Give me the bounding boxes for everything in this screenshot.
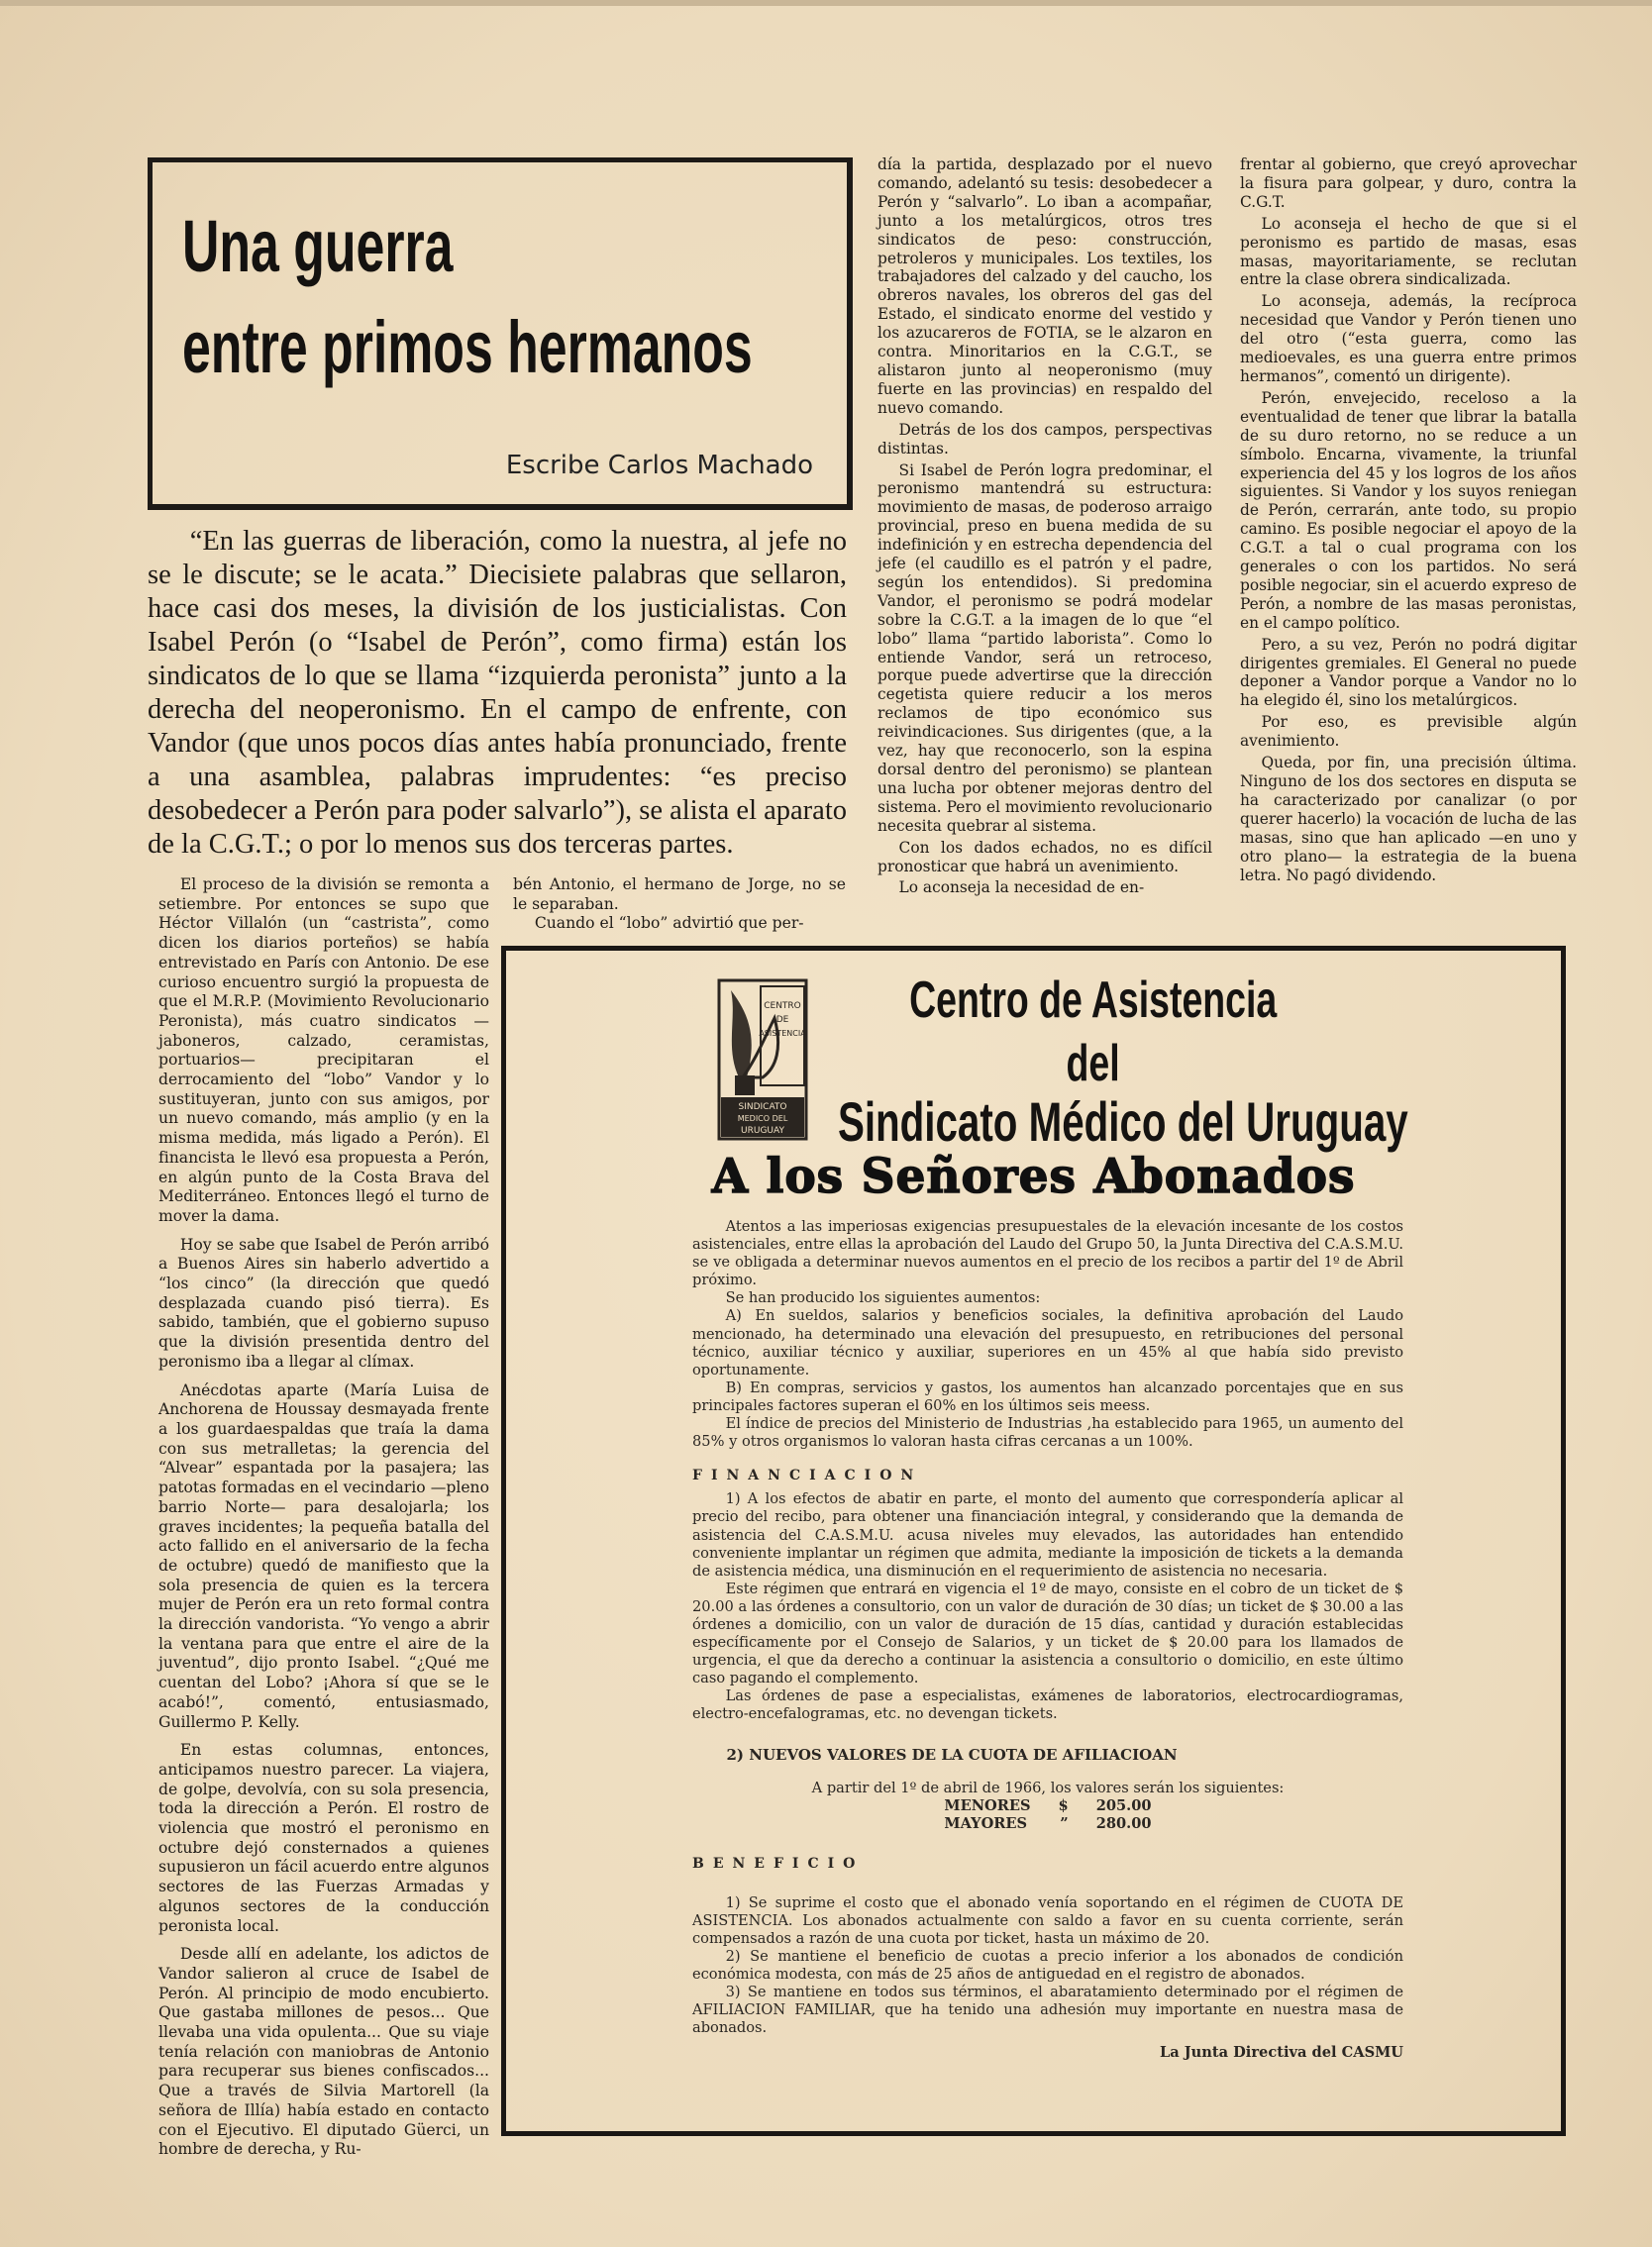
ad-heading-1-text: Centro de Asistencia bbox=[908, 971, 1278, 1029]
article-lead bbox=[148, 525, 847, 862]
article-title-box bbox=[148, 157, 853, 510]
ad-index-note: El índice de precios del Ministerio de Industrias ,ha establecido para 1965, un aumento del 85% y otros organismos lo valoran hasta cifras cercanas a un 100%. bbox=[692, 1415, 1403, 1451]
fee-amount: 280.00 bbox=[1095, 1814, 1152, 1832]
paragraph: En estas columnas, entonces, anticipamos nuestro parecer. La viajera, de golpe, devolvía, con su sola presencia, toda la dirección a Perón. El rostro de violencia que mostró el peronismo en octubre dejó consternados a quienes supusieron un fácil acuerdo entre algunos sectores de las Fuerzas Armadas y algunos sectores de la conducción peronista local. bbox=[158, 1741, 489, 1935]
ad-body bbox=[692, 1218, 1403, 2062]
paragraph: bén Antonio, el hermano de Jorge, no se le separaban. bbox=[513, 875, 846, 913]
ad-title bbox=[506, 1149, 1561, 1204]
fee-label: MAYORES bbox=[944, 1814, 1028, 1832]
ad-increase-b: B) En compras, servicios y gastos, los aumentos han alcanzado porcentajes que en sus principales factores superan el 60% en los últimos seis meess. bbox=[692, 1379, 1403, 1414]
ad-financing-orders: Las órdenes de pase a especialistas, exámenes de laboratorios, electrocardiogramas, electro-encefalogramas, etc. no devengan tickets. bbox=[692, 1687, 1403, 1723]
paragraph: Detrás de los dos campos, perspectivas distintas. bbox=[878, 420, 1212, 458]
paragraph: El proceso de la división se remonta a setiembre. Por entonces se supo que Héctor Villalón (un “castrista”, como dicen los diarios porteños) se había entrevistado en París con Antonio. De ese curioso encuentro surgió la propuesta de que el M.R.P. (Movimiento Revolucionario Peronista), más cuatro sindicatos —jaboneros, calzado, ceramistas, portuarios— precipitaran el derrocamiento del “lobo” Vandor y lo sustituyeran, junto con sus amigos, por un nuevo comando, más amplio (y en la misma medida, más ligado a Perón). El financista le llevó esa propuesta a Perón, en algún punto de la Costa Brava del Mediterráneo. Entonces llegó el turno de mover la dama. bbox=[158, 875, 489, 1225]
ad-financing-1: 1) A los efectos de abatir en parte, el monto del aumento que correspondería aplicar al precio del recibo, para obtener una financiación integral, y considerando que la demanda de asistencia del C.A.S.M.U. acusa niveles muy elevados, las autoridades han entendido conveniente implantar un régimen que admita, mediante la imposición de tickets a la demanda de asistencia médica, una disminución en el requerimiento de asistencia no necesaria. bbox=[692, 1490, 1403, 1580]
article-column-left bbox=[158, 875, 489, 2169]
paragraph: Si Isabel de Perón logra predominar, el peronismo mantendrá su estructura: movimiento de masas, de poderoso arraigo provincial, preso en buena medida de su indefinición y en estrecha dependencia del jefe (el caudillo es el patrón y el padre, según los entendidos). Si predomina Vandor, el peronismo se podrá modelar sobre la C.G.T. a la imagen de lo que “el lobo” llama “partido laborista”. Como lo entiende Vandor, será un retroceso, porque puede advertirse que la dirección cegetista quiere reducir a los meros reclamos de tipo económico sus reivindicaciones. Sus dirigentes (que, a la vez, hay que reconocerlo, son la espina dorsal dentro del peronismo) se plantean una lucha por obtener mejoras dentro del sistema. Pero el movimiento revolucionario necesita quebrar al sistema. bbox=[878, 460, 1212, 835]
fee-row bbox=[930, 1815, 1165, 1833]
ad-fees-table bbox=[930, 1797, 1165, 1833]
ad-fees-intro: A partir del 1º de abril de 1966, los valores serán los siguientes: bbox=[811, 1779, 1285, 1796]
fee-label: MENORES bbox=[944, 1796, 1031, 1814]
paragraph: Pero, a su vez, Perón no podrá digitar dirigentes gremiales. El General no puede deponer a Vandor porque a Vandor no lo ha elegido él, sino los metalúrgicos. bbox=[1240, 635, 1577, 710]
ad-benefit-2: 2) Se mantiene el beneficio de cuotas a precio inferior a los abonados de condición económica modesta, con más de 25 años de antiguedad en el registro de abonados. bbox=[692, 1948, 1403, 1984]
byline: Escribe Carlos Machado bbox=[505, 451, 813, 480]
svg-text:URUGUAY: URUGUAY bbox=[741, 1126, 784, 1136]
ad-heading-3-text: Sindicato Médico del Uruguay bbox=[837, 1090, 1408, 1153]
casmu-advertisement bbox=[501, 946, 1566, 2136]
article-column-right-1 bbox=[878, 155, 1212, 900]
paragraph: Hoy se sabe que Isabel de Perón arribó a Buenos Aires sin haberlo advertido a “los cinco” (la dirección que quedó desplazada cuando pisó tierra). Es sabido, también, que el gobierno supuso que la división presentida dentro del peronismo iba a llegar al clímax. bbox=[158, 1235, 489, 1371]
ad-benefit-1: 1) Se suprime el costo que el abonado venía soportando en el régimen de CUOTA DE ASISTENCIA. Los abonados actualmente con saldo a favor en su cuenta corriente, serán compensados a razón de una cuota por ticket, hasta un máximo de 20. bbox=[692, 1893, 1403, 1947]
ad-section-benefit: BENEFICIO bbox=[692, 1855, 865, 1872]
paragraph: Por eso, es previsible algún avenimiento. bbox=[1240, 713, 1577, 751]
ad-title-text: A los Señores Abonados bbox=[711, 1149, 1356, 1204]
paragraph: Con los dados echados, no es difícil pronosticar que habrá un avenimiento. bbox=[878, 838, 1212, 875]
ad-section-fees: 2) NUEVOS VALORES DE LA CUOTA DE AFILIACIOAN bbox=[726, 1745, 1178, 1764]
ad-heading-2-text: del bbox=[1066, 1035, 1120, 1092]
fee-row bbox=[930, 1797, 1165, 1815]
paragraph: Lo aconseja la necesidad de en- bbox=[898, 878, 1145, 897]
svg-text:MEDICO DEL: MEDICO DEL bbox=[737, 1114, 788, 1123]
paragraph: Queda, por fin, una precisión última. Ninguno de los dos sectores en disputa se ha caracterizado por canalizar (o por querer hacerlo) la vocación de lucha de las masas, sino que han aplicado —en uno y otro plano— la estrategia de la buena letra. No pagó dividendo. bbox=[1240, 754, 1577, 884]
svg-text:CENTRO: CENTRO bbox=[764, 1001, 801, 1011]
scan-top-edge bbox=[0, 0, 1652, 6]
ad-heading-3 bbox=[506, 1091, 1561, 1153]
fee-amount: 205.00 bbox=[1095, 1796, 1152, 1814]
ad-financing-regime: Este régimen que entrará en vigencia el 1º de mayo, consiste en el cobro de un ticket de $ 20.00 a las órdenes a consultorio, con un valor de duración de 30 días; un ticket de $ 30.00 a las órdenes a domicilio, con un valor de duración de 15 días, cantidad y duración establecidas específicamente por el Consejo de Salarios, y un ticket de $ 20.00 para los llamados de urgencia, el que da derecho a continuar la asistencia a consultorio o domicilio, en este último caso pagando el complemento. bbox=[692, 1580, 1403, 1687]
ad-intro: Atentos a las imperiosas exigencias presupuestales de la elevación incesante de los costos asistenciales, entre ellas la aprobación del Laudo del Grupo 50, la Junta Directiva del C.A.S.M.U. se ve obligada a determinar nuevos aumentos en el precio de los recibos a partir del 1º de Abril próximo. bbox=[692, 1218, 1403, 1289]
paragraph: Lo aconseja el hecho de que si el peronismo es partido de masas, esas masas, mayoritariamente, se reclutan entre la clase obrera sindicalizada. bbox=[1240, 214, 1577, 289]
svg-text:SINDICATO: SINDICATO bbox=[738, 1102, 787, 1112]
ad-signature: La Junta Directiva del CASMU bbox=[1159, 2043, 1403, 2061]
fee-currency: ” bbox=[1060, 1814, 1069, 1832]
ad-section-financing: FINANCIACION bbox=[692, 1468, 923, 1484]
ad-benefit-3: 3) Se mantiene en todos sus términos, el abaratamiento determinado por el régimen de AFILIACION FAMILIAR, que ha tenido una adhesión muy importante en nuestra masa de abonados. bbox=[692, 1984, 1403, 2037]
paragraph: Lo aconseja, además, la recíproca necesidad que Vandor y Perón tienen uno del otro (“esta guerra, como las medioevales, es una guerra entre primos hermanos”, comentó un dirigente). bbox=[1240, 292, 1577, 385]
article-column-middle bbox=[513, 875, 846, 934]
fee-currency: $ bbox=[1058, 1796, 1069, 1814]
article-column-right-2 bbox=[1240, 155, 1577, 887]
ad-heading-1 bbox=[506, 970, 1561, 1030]
headline-line-2: entre primos hermanos bbox=[182, 306, 753, 388]
paragraph: Perón, envejecido, receloso a la eventualidad de tener que librar la batalla de su duro retorno, no se reduce a un símbolo. Encarna, vivamente, la triunfal experiencia del 45 y los logros de los años siguientes. Si Vandor y los suyos reniegan de Perón, cerrarán, ante todo, su propio camino. Es posible negociar el apoyo de la C.G.T. a tal o cual programa con los generales o con los partidos. No será posible negociar, sin el acuerdo expreso de Perón, a nombre de las masas peronistas, en el campo político. bbox=[1240, 388, 1577, 632]
paragraph: Cuando el “lobo” advirtió que per- bbox=[534, 914, 804, 933]
svg-text:ASISTENCIA: ASISTENCIA bbox=[759, 1029, 806, 1038]
paragraph: Desde allí en adelante, los adictos de Vandor salieron al cruce de Isabel de Perón. Al principio de modo encubierto. Que gastaba millones de pesos... Que llevaba una vida opulenta... Que su viaje tenía relación con maniobras de Antonio para recuperar sus bienes confiscados... Que a través de Silvia Martorell (la señora de Illía) había estado en contacto con el Ejecutivo. El diputado Güerci, un hombre de derecha, y Ru- bbox=[158, 1945, 489, 2159]
ad-increases-intro: Se han producido los siguientes aumentos: bbox=[725, 1289, 1041, 1307]
headline-line-1: Una guerra bbox=[182, 205, 454, 287]
svg-text:DE: DE bbox=[775, 1015, 789, 1025]
lead-paragraph: “En las guerras de liberación, como la nuestra, al jefe no se le discute; se le acata.” Diecisiete palabras que sellaron, hace casi dos meses, la división de los justicialistas. Con Isabel Perón (o “Isabel de Perón”, como firma) están los sindicatos de lo que se llama “izquierda peronista” junto a la derecha del neoperonismo. En el campo de enfrente, con Vandor (que unos pocos días antes había pronunciado, frente a una asamblea, palabras imprudentes: “es preciso desobedecer a Perón para poder salvarlo”), se alista el aparato de la C.G.T.; o por lo menos sus dos terceras partes. bbox=[148, 526, 847, 860]
ad-heading-2 bbox=[506, 1034, 1561, 1093]
paragraph: Anécdotas aparte (María Luisa de Anchorena de Houssay desmayada frente a los guardaespaldas que traía la dama con sus metralletas; la gerencia del “Alvear” espantada por la pasajera; las patotas formadas en el vecindario —pleno barrio Norte— para desalojarla; los graves incidentes; la pequeña batalla del acto fallido en el aniversario de la fecha de octubre) quedó de manifiesto que la sola presencia de quien es la tercera mujer de Perón era un reto formal contra la dirección vandorista. “Yo vengo a abrir la ventana para que entre el aire de la juventud”, dijo pronto Isabel. “¿Qué me cuentan del Lobo? ¡Ahora sí que se le acabó!”, comentó, entusiasmado, Guillermo P. Kelly. bbox=[158, 1380, 489, 1731]
ad-increase-a: A) En sueldos, salarios y beneficios sociales, la definitiva aprobación del Laudo mencionado, ha determinado una elevación del presupuesto, en retribuciones del personal técnico, auxiliar técnico y auxiliar, superiores en un 45% al que había sido previsto oportunamente. bbox=[692, 1307, 1403, 1379]
paragraph: frentar al gobierno, que creyó aprovechar la fisura para golpear, y duro, contra la C.G.T. bbox=[1240, 155, 1577, 211]
paragraph: día la partida, desplazado por el nuevo comando, adelantó su tesis: desobedecer a Perón y “salvarlo”. Lo iban a acompañar, junto a los metalúrgicos, otros tres sindicatos de peso: construcción, petroleros y municipales. Los textiles, los trabajadores del calzado y del caucho, los obreros navales, los obreros del gas del Estado, el sindicato enorme del vestido y los azucareros de FOTIA, se le alzaron en contra. Minoritarios en la C.G.T., se alistaron junto al neoperonismo (muy fuerte en las provincias) en respaldo del nuevo comando. bbox=[878, 155, 1212, 417]
